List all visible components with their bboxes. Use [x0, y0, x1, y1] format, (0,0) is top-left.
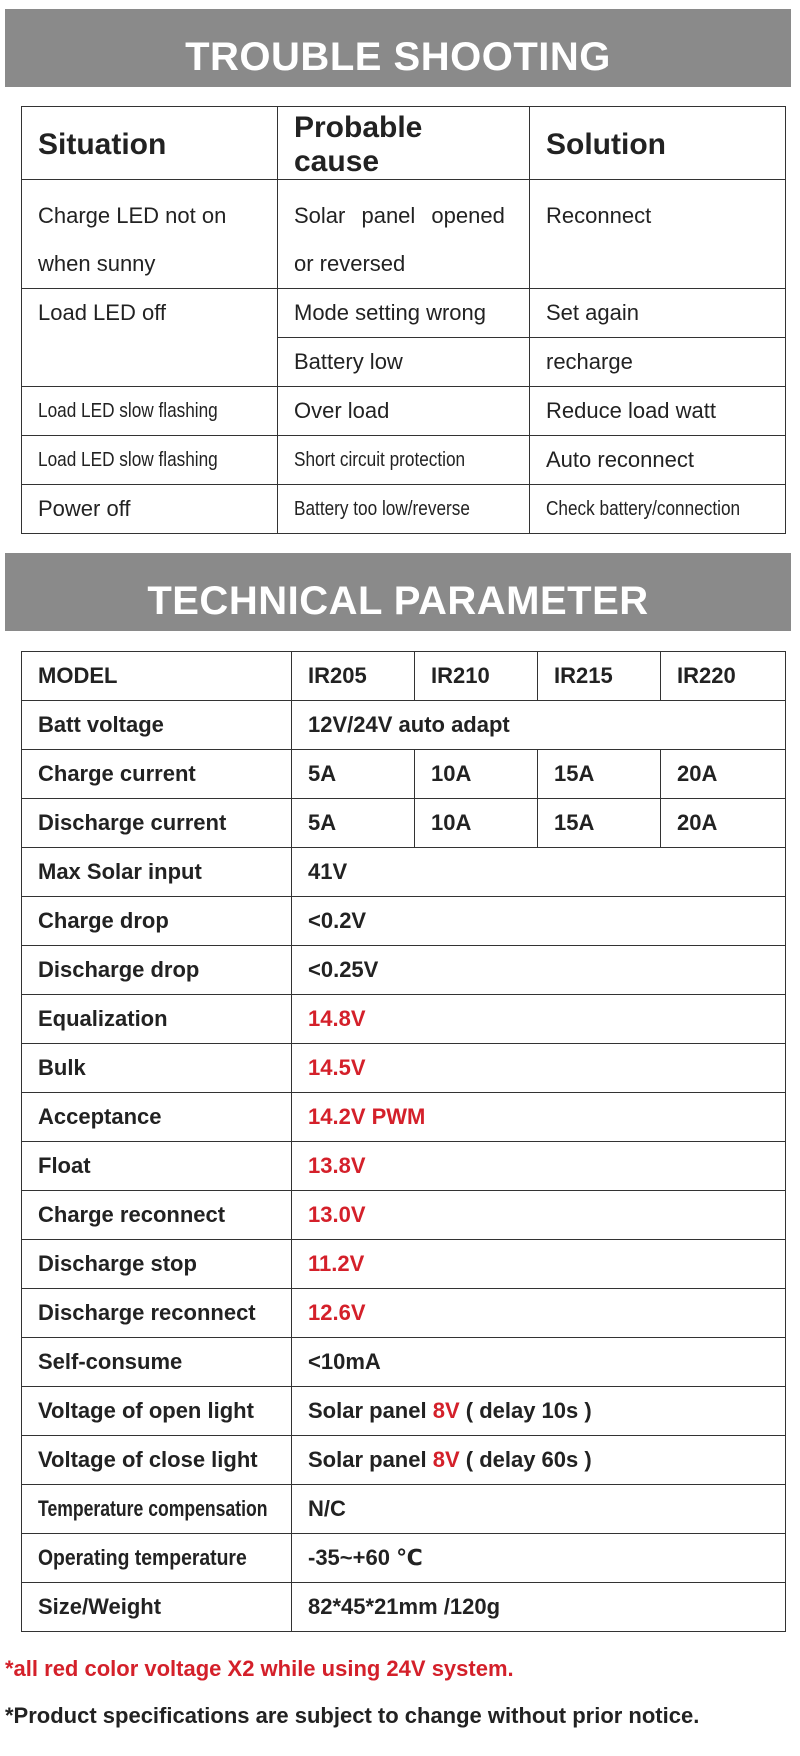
table-row — [22, 1387, 786, 1436]
param-label: Float — [22, 1142, 292, 1191]
param-value: 14.2V PWM — [292, 1093, 786, 1142]
param-value: N/C — [292, 1485, 786, 1534]
solution-cell: Auto reconnect — [530, 436, 786, 485]
table-row — [22, 1191, 786, 1240]
solution-cell: Check battery/connection — [530, 485, 786, 534]
table-row — [22, 946, 786, 995]
solution-cell: Set again — [530, 289, 786, 338]
header-solution: Solution — [530, 107, 786, 180]
cause-cell: Short circuit protection — [278, 436, 530, 485]
situation-cell: Load LED off — [22, 289, 278, 387]
param-value: 41V — [292, 848, 786, 897]
param-value: 20A — [661, 799, 786, 848]
model-cell: IR220 — [661, 652, 786, 701]
situation-cell: Load LED slow flashing — [22, 436, 278, 485]
specification-note: *Product specifications are subject to change without prior notice. — [5, 1703, 700, 1728]
param-value: 10A — [415, 750, 538, 799]
param-label: Batt voltage — [22, 701, 292, 750]
param-value: 5A — [292, 750, 415, 799]
table-row — [22, 387, 786, 436]
param-value: 13.8V — [292, 1142, 786, 1191]
param-label: Voltage of close light — [22, 1436, 292, 1485]
param-value: 13.0V — [292, 1191, 786, 1240]
cause-cell: Mode setting wrong — [278, 289, 530, 338]
table-row — [22, 1093, 786, 1142]
cause-cell: Battery low — [278, 338, 530, 387]
cause-cell: Over load — [278, 387, 530, 436]
table-row — [22, 897, 786, 946]
table-row — [22, 848, 786, 897]
table-row — [22, 1534, 786, 1583]
param-label: Operating temperature — [22, 1534, 292, 1583]
param-label: Bulk — [22, 1044, 292, 1093]
technical-parameter-table — [21, 651, 786, 1632]
table-row — [22, 652, 786, 701]
table-row — [22, 1289, 786, 1338]
table-row — [22, 1142, 786, 1191]
table-row — [22, 1583, 786, 1632]
param-value: <0.25V — [292, 946, 786, 995]
table-row — [22, 1485, 786, 1534]
param-value: 82*45*21mm /120g — [292, 1583, 786, 1632]
param-label: Discharge current — [22, 799, 292, 848]
param-value: Solar panel 8V ( delay 10s ) — [292, 1387, 786, 1436]
param-label: MODEL — [22, 652, 292, 701]
situation-cell: Power off — [22, 485, 278, 534]
table-row — [22, 701, 786, 750]
param-label: Self-consume — [22, 1338, 292, 1387]
param-value: 10A — [415, 799, 538, 848]
model-cell: IR210 — [415, 652, 538, 701]
param-value: 15A — [538, 799, 661, 848]
param-label: Discharge drop — [22, 946, 292, 995]
header-situation: Situation — [22, 107, 278, 180]
param-value: 12.6V — [292, 1289, 786, 1338]
table-row — [22, 1338, 786, 1387]
solution-cell: Reconnect — [530, 180, 786, 289]
trouble-shooting-table — [21, 106, 786, 534]
param-value: Solar panel 8V ( delay 60s ) — [292, 1436, 786, 1485]
table-row — [22, 1240, 786, 1289]
param-value: <0.2V — [292, 897, 786, 946]
table-row — [22, 180, 786, 289]
param-value: 15A — [538, 750, 661, 799]
voltage-note: *all red color voltage X2 while using 24V system. — [5, 1656, 514, 1681]
param-label: Acceptance — [22, 1093, 292, 1142]
param-value: 14.5V — [292, 1044, 786, 1093]
param-label: Discharge reconnect — [22, 1289, 292, 1338]
technical-parameter-banner: TECHNICAL PARAMETER — [5, 553, 791, 631]
param-value: 12V/24V auto adapt — [292, 701, 786, 750]
table-row — [22, 436, 786, 485]
param-label: Temperature compensation — [22, 1485, 292, 1534]
param-value: <10mA — [292, 1338, 786, 1387]
param-value: 5A — [292, 799, 415, 848]
table-row — [22, 799, 786, 848]
param-value: 14.8V — [292, 995, 786, 1044]
table-row — [22, 485, 786, 534]
param-label: Charge drop — [22, 897, 292, 946]
param-label: Discharge stop — [22, 1240, 292, 1289]
situation-cell: Load LED slow flashing — [22, 387, 278, 436]
param-label: Equalization — [22, 995, 292, 1044]
table-row — [22, 750, 786, 799]
param-label: Charge reconnect — [22, 1191, 292, 1240]
param-label: Size/Weight — [22, 1583, 292, 1632]
param-value: 20A — [661, 750, 786, 799]
table-row — [22, 289, 786, 338]
param-label: Charge current — [22, 750, 292, 799]
cause-cell: Battery too low/reverse — [278, 485, 530, 534]
trouble-shooting-banner: TROUBLE SHOOTING — [5, 9, 791, 87]
header-probable-cause: Probable cause — [278, 107, 530, 180]
solution-cell: Reduce load watt — [530, 387, 786, 436]
param-value: -35~+60 ℃ — [292, 1534, 786, 1583]
table-header-row — [22, 107, 786, 180]
model-cell: IR205 — [292, 652, 415, 701]
model-cell: IR215 — [538, 652, 661, 701]
table-row — [22, 1044, 786, 1093]
param-label: Max Solar input — [22, 848, 292, 897]
solution-cell: recharge — [530, 338, 786, 387]
table-row — [22, 1436, 786, 1485]
param-value: 11.2V — [292, 1240, 786, 1289]
table-row — [22, 995, 786, 1044]
cause-cell: Solar panel opened or reversed — [278, 180, 530, 289]
situation-cell: Charge LED not on when sunny — [22, 180, 278, 289]
param-label: Voltage of open light — [22, 1387, 292, 1436]
